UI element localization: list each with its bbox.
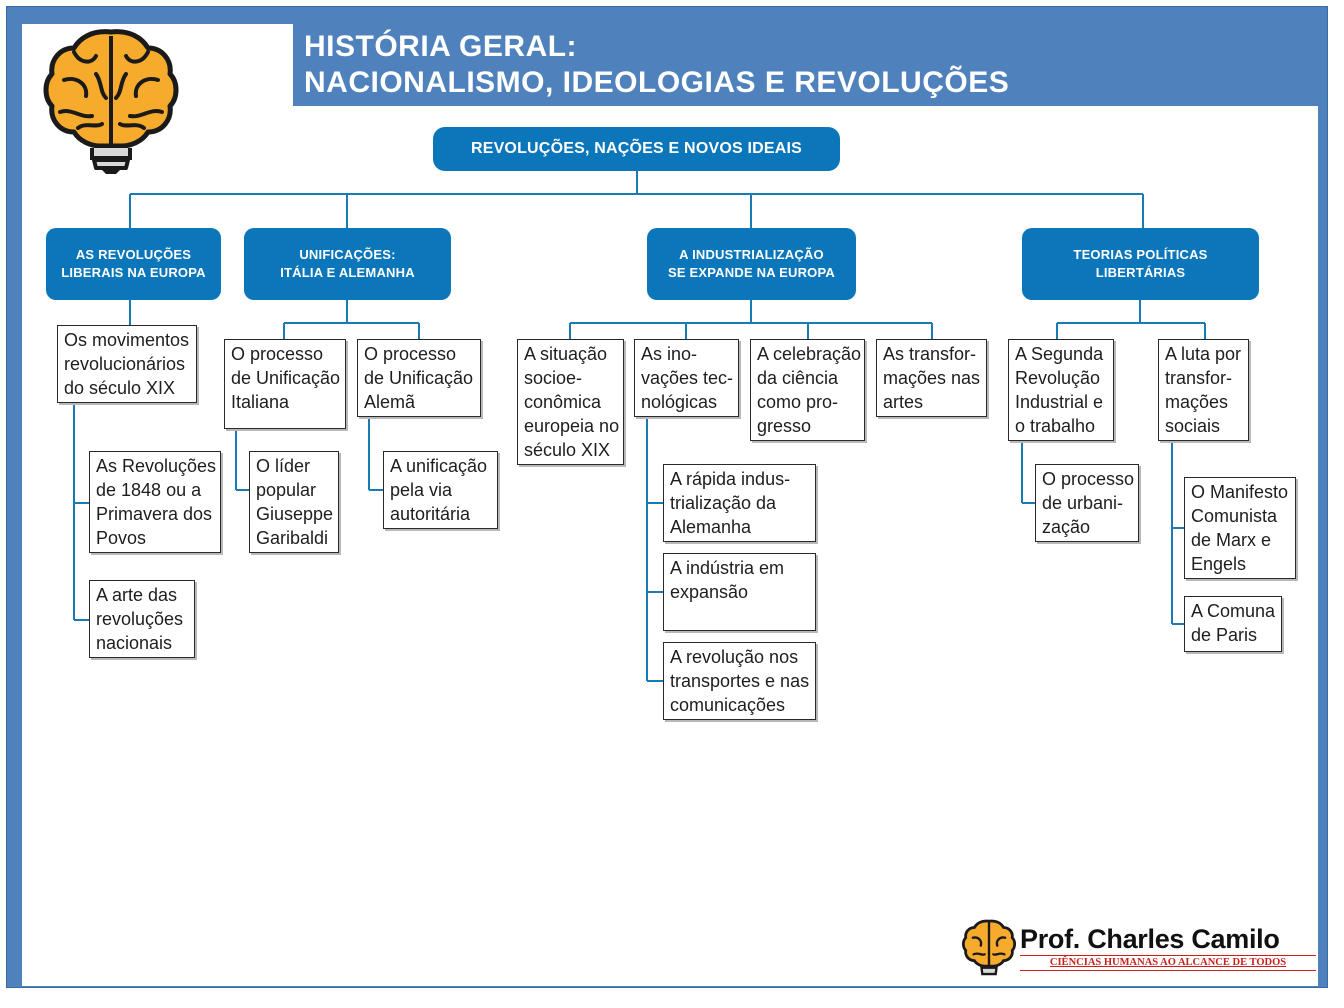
topic-box-b5c	[663, 642, 816, 720]
brand-logo-icon	[960, 918, 1018, 978]
line-text: Os movimentos	[64, 330, 190, 350]
topic-box-b9b	[1184, 596, 1282, 652]
line-text: de 1848 ou a	[96, 480, 202, 500]
line-text: de Paris	[1191, 625, 1258, 645]
line-text: O Manifesto	[1191, 482, 1289, 502]
line-text: europeia no	[524, 416, 620, 436]
line-text: nológicas	[641, 392, 718, 412]
line-text: Revolução	[1015, 368, 1101, 388]
line-text: da ciência	[757, 368, 839, 388]
line-text: revolucionários	[64, 354, 186, 374]
topic-box-b8a	[1035, 464, 1139, 542]
line-text: A indústria em	[670, 558, 785, 578]
topic-box-b5	[634, 339, 739, 417]
line-text: A rápida indus-	[670, 469, 791, 489]
line-text: comunicações	[670, 695, 786, 715]
topic-box-b9	[1158, 339, 1249, 441]
line-text: As Revoluções	[96, 456, 217, 476]
topic-box-b9a	[1184, 477, 1296, 579]
line-text: As ino-	[641, 344, 698, 364]
line-text: de Unificação	[231, 368, 341, 388]
line-text: A situação	[524, 344, 608, 364]
brand-name: Prof. Charles Camilo	[1020, 924, 1280, 954]
line-text: UNIFICAÇÕES:	[299, 247, 396, 262]
line-text: Industrial e	[1015, 392, 1104, 412]
category-node-cat4	[1022, 228, 1259, 300]
line-text: sociais	[1165, 416, 1221, 436]
line-text: vações tec-	[641, 368, 734, 388]
line-text: ITÁLIA E ALEMANHA	[280, 265, 415, 280]
line-text: transportes e nas	[670, 671, 810, 691]
topic-box-b5a	[663, 464, 816, 542]
line-text: pela via	[390, 480, 453, 500]
line-text: mações	[1165, 392, 1229, 412]
line-text: Povos	[96, 528, 147, 548]
line-text: gresso	[757, 416, 812, 436]
category-node-cat2	[244, 228, 451, 300]
line-text: LIBERAIS NA EUROPA	[61, 265, 206, 280]
line-text: A INDUSTRIALIZAÇÃO	[679, 247, 824, 262]
category-node-cat1	[46, 228, 221, 300]
line-text: Primavera dos	[96, 504, 213, 524]
line-text: A revolução nos	[670, 647, 799, 667]
line-text: AS REVOLUÇÕES	[75, 247, 192, 262]
line-text: Alemanha	[670, 517, 752, 537]
line-text: Comunista	[1191, 506, 1278, 526]
line-text: REVOLUÇÕES, NAÇÕES E NOVOS IDEAIS	[470, 140, 803, 157]
line-text: Italiana	[231, 392, 290, 412]
line-text: zação	[1042, 517, 1091, 537]
line-text: de Marx e	[1191, 530, 1272, 550]
topic-box-b2a	[249, 451, 339, 553]
line-text: TEORIAS POLÍTICAS	[1073, 247, 1208, 262]
line-text: O processo	[1042, 469, 1135, 489]
line-text: mações nas	[883, 368, 981, 388]
line-text: autoritária	[390, 504, 471, 524]
line-text: transfor-	[1165, 368, 1233, 388]
line-text: A unificação	[390, 456, 488, 476]
title-line-2: NACIONALISMO, IDEOLOGIAS E REVOLUÇÕES	[304, 66, 1010, 99]
topic-box-b6	[750, 339, 865, 441]
line-text: revoluções	[96, 609, 184, 629]
line-text: como pro-	[757, 392, 839, 412]
line-text: A Comuna	[1191, 601, 1276, 621]
line-text: do século XIX	[64, 378, 176, 398]
topic-box-b3a	[383, 451, 498, 529]
line-text: LIBERTÁRIAS	[1095, 265, 1186, 280]
line-text: Engels	[1191, 554, 1247, 574]
category-node-cat3	[647, 228, 856, 300]
line-text: Garibaldi	[256, 528, 329, 548]
line-text: A luta por	[1165, 344, 1242, 364]
line-text: SE EXPANDE NA EUROPA	[667, 265, 835, 280]
topic-box-b7	[876, 339, 987, 417]
topic-box-b2	[224, 339, 346, 429]
topic-box-b3	[357, 339, 481, 417]
root-node	[433, 127, 840, 171]
topic-box-b1b	[89, 580, 195, 658]
line-text: século XIX	[524, 440, 611, 460]
line-text: socioe-	[524, 368, 583, 388]
line-text: A arte das	[96, 585, 178, 605]
line-text: expansão	[670, 582, 749, 602]
brand-tagline: CIÊNCIAS HUMANAS AO ALCANCE DE TODOS	[1020, 955, 1316, 971]
line-text: O processo	[364, 344, 457, 364]
line-text: conômica	[524, 392, 602, 412]
line-text: o trabalho	[1015, 416, 1096, 436]
line-text: A Segunda	[1015, 344, 1104, 364]
line-text: popular	[256, 480, 317, 500]
line-text: A celebração	[757, 344, 862, 364]
topic-box-b8	[1008, 339, 1114, 441]
line-text: de Unificação	[364, 368, 474, 388]
line-text: de urbani-	[1042, 493, 1124, 513]
line-text: Giuseppe	[256, 504, 334, 524]
topic-box-b1a	[89, 451, 221, 553]
topic-box-b1	[57, 325, 197, 403]
line-text: As transfor-	[883, 344, 977, 364]
line-text: O líder	[256, 456, 311, 476]
line-text: trialização da	[670, 493, 777, 513]
line-text: artes	[883, 392, 924, 412]
line-text: nacionais	[96, 633, 173, 653]
line-text: Alemã	[364, 392, 416, 412]
title-line-1: HISTÓRIA GERAL:	[304, 30, 578, 63]
line-text: O processo	[231, 344, 324, 364]
topic-box-b4	[517, 339, 624, 465]
topic-box-b5b	[663, 553, 816, 631]
